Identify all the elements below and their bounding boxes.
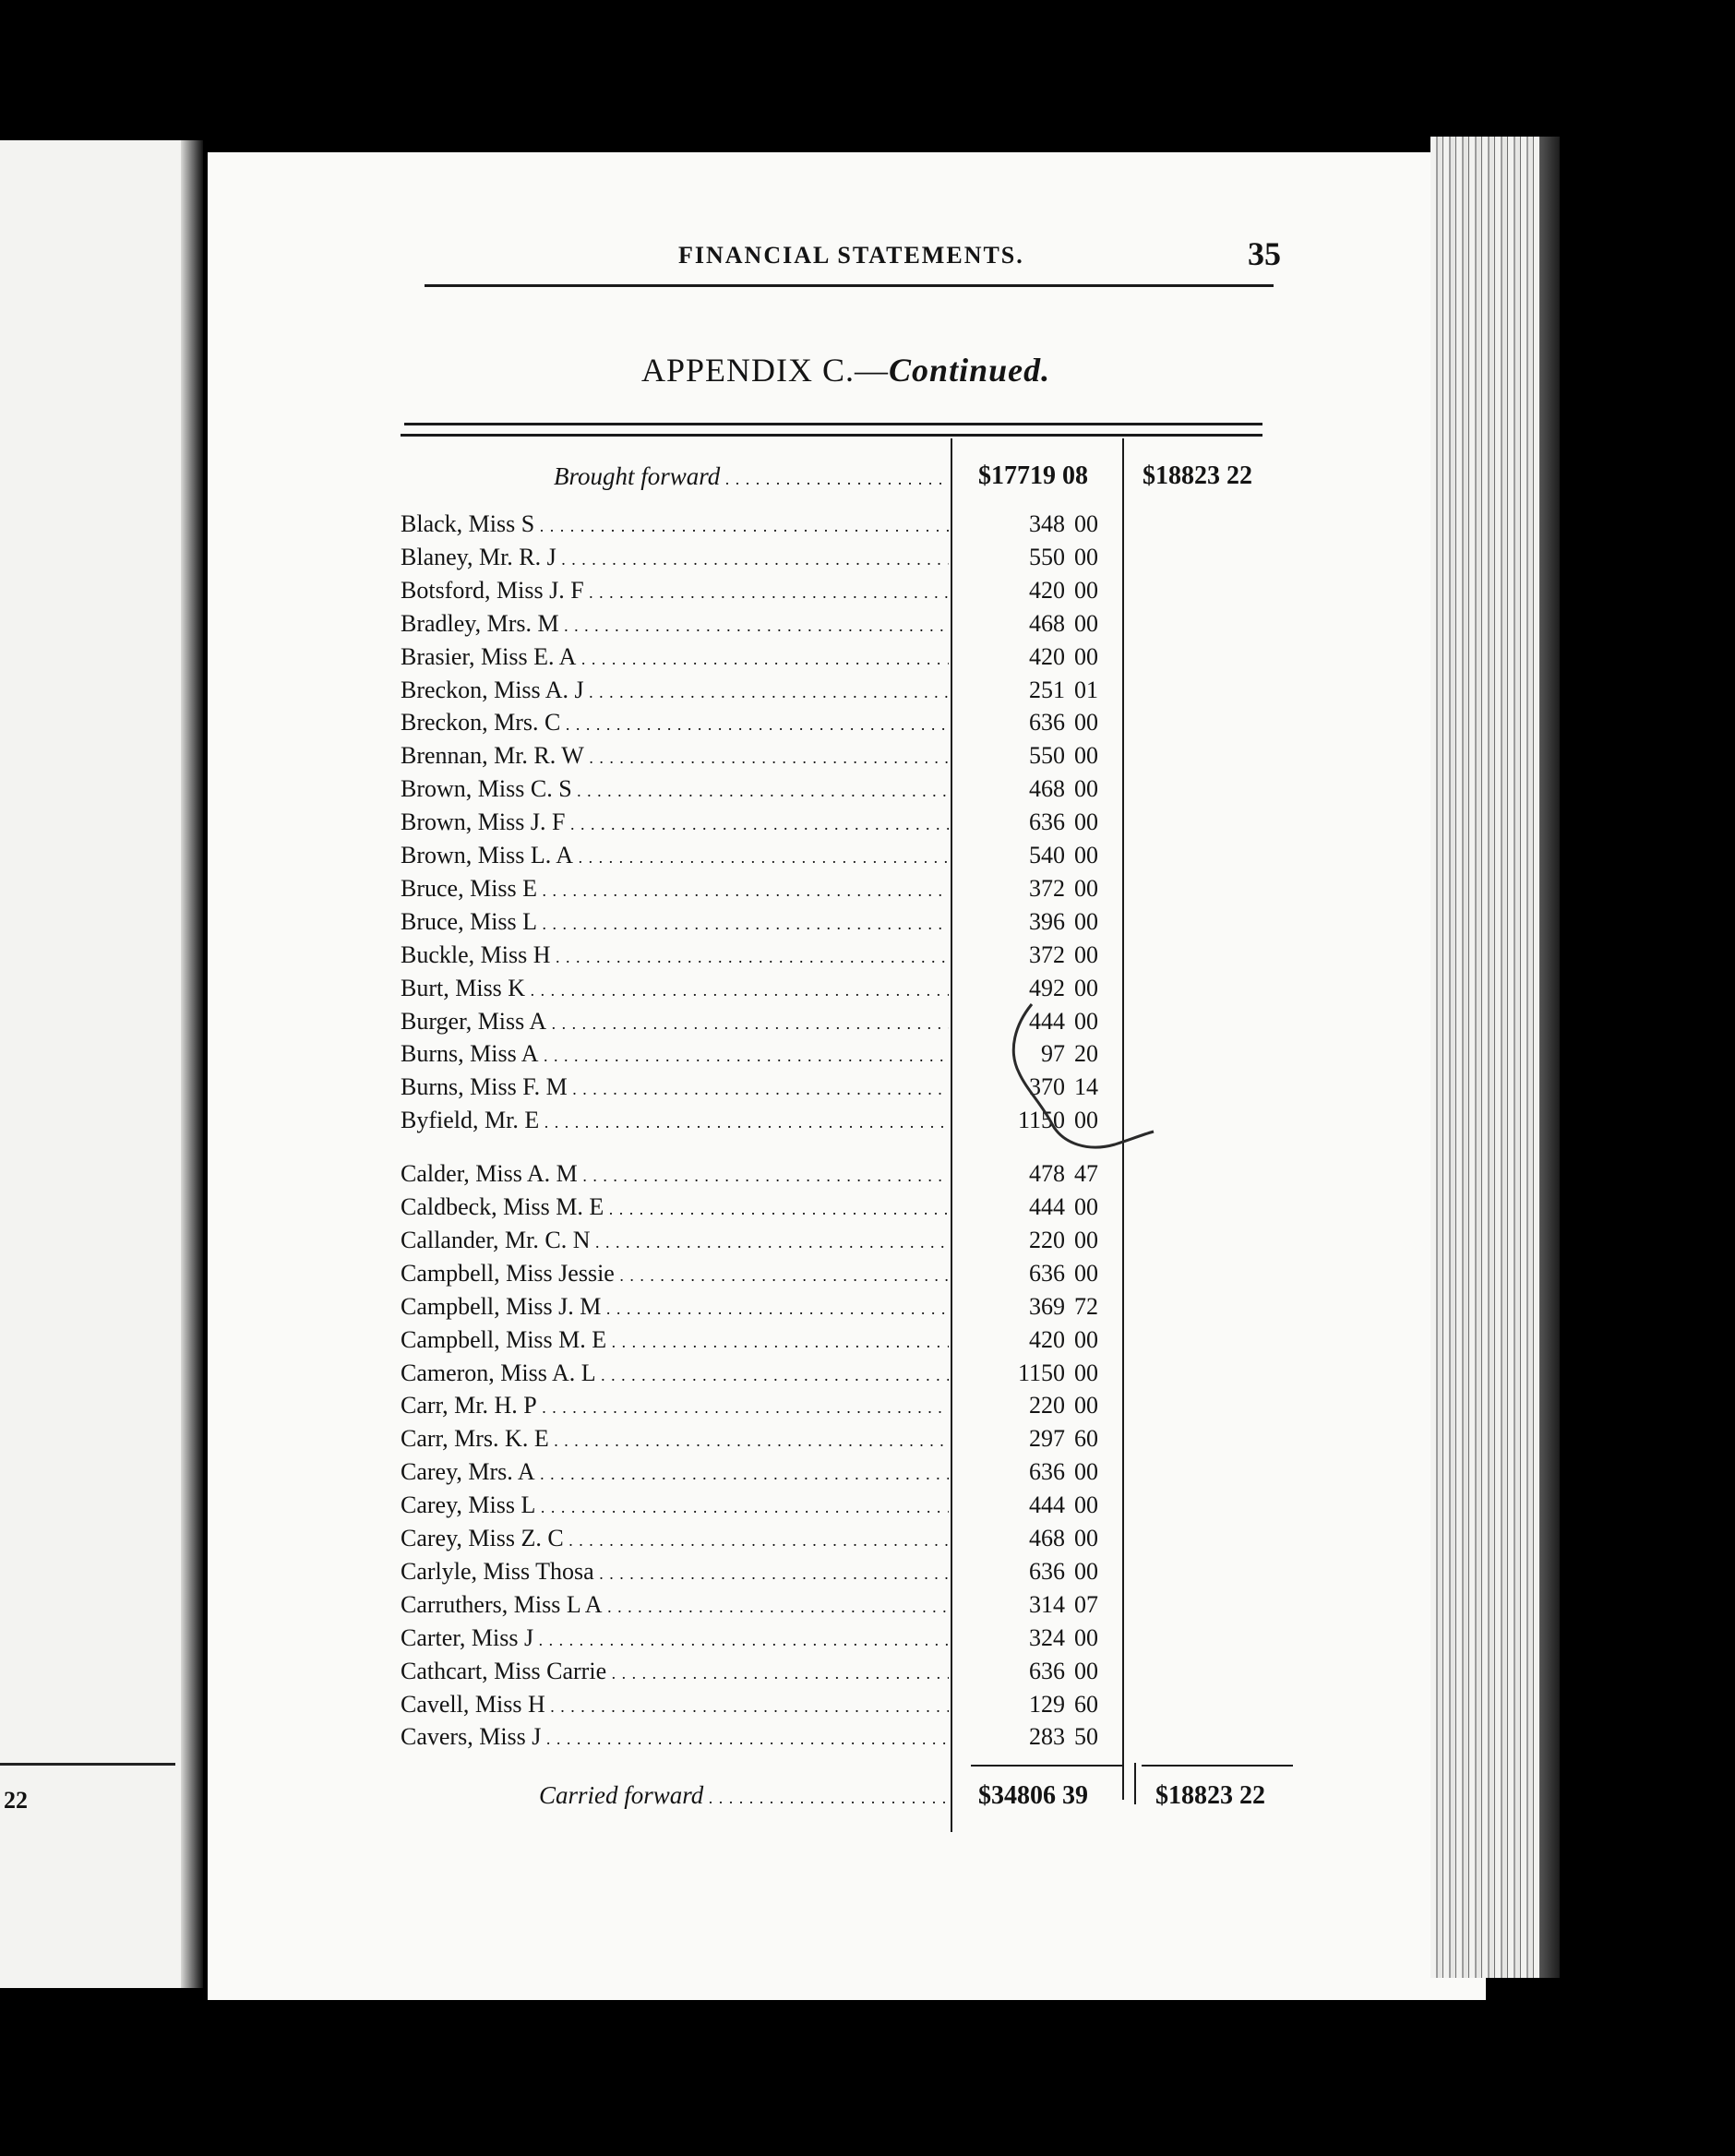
- amount-dollars: 444: [1029, 1007, 1065, 1035]
- ledger-row: [0, 1658, 1735, 1691]
- amount-cents: 00: [1074, 1491, 1098, 1519]
- brought-forward-label: Brought forward . . .: [554, 462, 946, 491]
- amount-dollars: 636: [1029, 1259, 1065, 1287]
- payee-name: Bruce, Miss E . . .: [401, 875, 949, 908]
- ledger-row: [0, 610, 1735, 643]
- ledger-row: [0, 1392, 1735, 1425]
- payee-name: Carey, Miss Z. C . . .: [401, 1525, 949, 1558]
- amount-cents: 00: [1074, 1007, 1098, 1035]
- payee-name: Brasier, Miss E. A . . .: [401, 643, 949, 677]
- carried-forward-label: Carried forward . . .: [539, 1781, 950, 1810]
- amount-cents: 50: [1074, 1723, 1098, 1751]
- amount-dollars: 420: [1029, 642, 1065, 670]
- ledger-row: [0, 975, 1735, 1008]
- amount-dollars: 636: [1029, 1657, 1065, 1684]
- payee-name: Bruce, Miss L . . .: [401, 908, 949, 941]
- ledger-row: [0, 941, 1735, 975]
- handwritten-pencil-mark: [1006, 997, 1172, 1163]
- ledger-row: [0, 1193, 1735, 1227]
- amount-cents: 00: [1074, 1259, 1098, 1287]
- amount-cents: 00: [1074, 907, 1098, 935]
- payee-name: Brown, Miss L. A . . .: [401, 842, 949, 875]
- payee-name: Burt, Miss K . . .: [401, 975, 949, 1008]
- ledger-row: [0, 1326, 1735, 1359]
- amount-cents: 00: [1074, 1226, 1098, 1253]
- ledger-row: [0, 577, 1735, 610]
- payee-name: Carr, Mrs. K. E . . .: [401, 1425, 949, 1458]
- amount-dollars: 372: [1029, 874, 1065, 902]
- ledger-row: [0, 1227, 1735, 1260]
- amount-dollars: 420: [1029, 1325, 1065, 1353]
- amount-cents: 47: [1074, 1160, 1098, 1188]
- payee-name: Calder, Miss A. M . . .: [401, 1160, 949, 1193]
- total-rule-totals: [1142, 1765, 1293, 1767]
- amount-cents: 72: [1074, 1292, 1098, 1320]
- payee-name: Carruthers, Miss L A . . .: [401, 1591, 949, 1624]
- table-top-rule-double: [401, 434, 1262, 437]
- payee-name: Bradley, Mrs. M . . .: [401, 610, 949, 643]
- amount-dollars: 396: [1029, 907, 1065, 935]
- payee-name: Byfield, Mr. E . . .: [401, 1107, 949, 1140]
- amount-cents: 00: [1074, 742, 1098, 770]
- ledger-row: [0, 1624, 1735, 1658]
- amount-dollars: 468: [1029, 775, 1065, 803]
- amount-dollars: 636: [1029, 709, 1065, 737]
- amount-cents: 00: [1074, 510, 1098, 537]
- ledger-row: [0, 1107, 1735, 1140]
- ledger-row: [0, 677, 1735, 710]
- amount-cents: 00: [1074, 808, 1098, 836]
- amount-cents: 00: [1074, 1193, 1098, 1220]
- payee-name: Buckle, Miss H . . .: [401, 941, 949, 975]
- ledger-row: [0, 1591, 1735, 1624]
- amount-cents: 00: [1074, 709, 1098, 737]
- amount-cents: 00: [1074, 642, 1098, 670]
- amount-dollars: 478: [1029, 1160, 1065, 1188]
- payee-name: Burger, Miss A . . .: [401, 1008, 949, 1041]
- amount-dollars: 220: [1029, 1392, 1065, 1419]
- amount-dollars: 283: [1029, 1723, 1065, 1751]
- amount-dollars: 1150: [1017, 1359, 1065, 1386]
- ledger-row: [0, 842, 1735, 875]
- payee-name: Carr, Mr. H. P . . .: [401, 1392, 949, 1425]
- amount-dollars: 468: [1029, 609, 1065, 637]
- amount-cents: 14: [1074, 1073, 1098, 1101]
- amount-cents: 00: [1074, 1458, 1098, 1486]
- amount-cents: 07: [1074, 1590, 1098, 1618]
- carried-forward-total: $18823 22: [1155, 1781, 1265, 1810]
- ledger-row: [0, 1040, 1735, 1073]
- appendix-title-continued: Continued.: [889, 352, 1051, 389]
- amount-dollars: 129: [1029, 1690, 1065, 1718]
- amount-cents: 00: [1074, 775, 1098, 803]
- ledger-row: [0, 544, 1735, 577]
- ledger-row: [0, 1491, 1735, 1525]
- amount-dollars: 636: [1029, 1557, 1065, 1585]
- payee-name: Brown, Miss J. F . . .: [401, 808, 949, 842]
- payee-name: Cathcart, Miss Carrie . . .: [401, 1658, 949, 1691]
- amount-cents: 00: [1074, 1557, 1098, 1585]
- appendix-title-main: APPENDIX C.—: [641, 352, 890, 389]
- payee-name: Carlyle, Miss Thosa . . .: [401, 1558, 949, 1591]
- ledger-row: [0, 1458, 1735, 1491]
- amount-cents: 00: [1074, 1359, 1098, 1386]
- ledger-row: [0, 1073, 1735, 1107]
- payee-name: Burns, Miss A . . .: [401, 1040, 949, 1073]
- amount-cents: 00: [1074, 609, 1098, 637]
- ledger-row: [0, 1359, 1735, 1393]
- amount-dollars: 1150: [1017, 1107, 1065, 1134]
- amount-dollars: 444: [1029, 1193, 1065, 1220]
- payee-name: Campbell, Miss J. M . . .: [401, 1293, 949, 1326]
- ledger-row: [0, 1723, 1735, 1756]
- total-rule-amounts: [971, 1765, 1123, 1767]
- payee-name: Carey, Miss L . . .: [401, 1491, 949, 1525]
- amount-dollars: 97: [1041, 1040, 1065, 1068]
- amount-dollars: 420: [1029, 576, 1065, 604]
- amount-dollars: 324: [1029, 1623, 1065, 1651]
- payee-name: Breckon, Miss A. J . . .: [401, 677, 949, 710]
- amount-dollars: 297: [1029, 1425, 1065, 1453]
- amount-dollars: 636: [1029, 1458, 1065, 1486]
- payee-name: Cavers, Miss J . . .: [401, 1723, 949, 1756]
- payee-name: Black, Miss S . . .: [401, 510, 949, 544]
- previous-page-rule: [0, 1763, 175, 1766]
- ledger-row: [0, 742, 1735, 775]
- brought-forward-total: $18823 22: [1143, 461, 1252, 490]
- ledger-row: [0, 908, 1735, 941]
- amount-dollars: 550: [1029, 742, 1065, 770]
- amount-cents: 00: [1074, 1525, 1098, 1551]
- amount-cents: 00: [1074, 1107, 1098, 1134]
- payee-name: Campbell, Miss M. E . . .: [401, 1326, 949, 1359]
- ledger-row: [0, 775, 1735, 808]
- amount-dollars: 251: [1029, 676, 1065, 703]
- payee-name: Breckon, Mrs. C . . .: [401, 709, 949, 742]
- payee-name: Brown, Miss C. S . . .: [401, 775, 949, 808]
- amount-dollars: 348: [1029, 510, 1065, 537]
- payee-name: Cameron, Miss A. L . . .: [401, 1359, 949, 1393]
- amount-cents: 00: [1074, 974, 1098, 1001]
- amount-dollars: 444: [1029, 1491, 1065, 1519]
- header-rule: [425, 284, 1274, 287]
- amount-cents: 00: [1074, 842, 1098, 868]
- amount-cents: 00: [1074, 576, 1098, 604]
- amount-dollars: 492: [1029, 974, 1065, 1001]
- amount-cents: 00: [1074, 1657, 1098, 1684]
- ledger-row: [0, 1160, 1735, 1193]
- page-number: 35: [1248, 235, 1281, 272]
- payee-name: Caldbeck, Miss M. E . . .: [401, 1193, 949, 1227]
- carried-forward-amount: $34806 39: [978, 1781, 1088, 1810]
- table-top-rule: [404, 423, 1262, 425]
- amount-dollars: 220: [1029, 1226, 1065, 1253]
- payee-name: Callander, Mr. C. N . . .: [401, 1227, 949, 1260]
- payee-name: Carter, Miss J . . .: [401, 1624, 949, 1658]
- amount-dollars: 550: [1029, 543, 1065, 570]
- amount-dollars: 540: [1029, 842, 1065, 868]
- amount-cents: 00: [1074, 1623, 1098, 1651]
- amount-dollars: 636: [1029, 808, 1065, 836]
- previous-page-number: 22: [4, 1787, 28, 1814]
- ledger-row: [0, 1008, 1735, 1041]
- ledger-row: [0, 709, 1735, 742]
- ledger-row: [0, 1293, 1735, 1326]
- column-divider-totals: [1134, 1763, 1136, 1804]
- ledger-row: [0, 875, 1735, 908]
- amount-dollars: 369: [1029, 1292, 1065, 1320]
- amount-cents: 60: [1074, 1425, 1098, 1453]
- brought-forward-amount: $17719 08: [978, 461, 1088, 490]
- amount-dollars: 372: [1029, 940, 1065, 968]
- payee-name: Brennan, Mr. R. W . . .: [401, 742, 949, 775]
- ledger-row: [0, 1558, 1735, 1591]
- amount-cents: 00: [1074, 1392, 1098, 1419]
- amount-cents: 00: [1074, 1325, 1098, 1353]
- payee-name: Carey, Mrs. A . . .: [401, 1458, 949, 1491]
- appendix-title: [641, 351, 1050, 389]
- amount-cents: 00: [1074, 940, 1098, 968]
- amount-dollars: 370: [1029, 1073, 1065, 1101]
- payee-name: Blaney, Mr. R. J . . .: [401, 544, 949, 577]
- payee-name: Burns, Miss F. M . . .: [401, 1073, 949, 1107]
- ledger-row: [0, 1425, 1735, 1458]
- amount-cents: 01: [1074, 676, 1098, 703]
- ledger-row: [0, 643, 1735, 677]
- payee-name: Cavell, Miss H . . .: [401, 1691, 949, 1724]
- running-head: FINANCIAL STATEMENTS.: [678, 242, 1024, 269]
- ledger-row: [0, 1260, 1735, 1293]
- ledger-row: [0, 510, 1735, 544]
- ledger-row: [0, 808, 1735, 842]
- payee-name: Botsford, Miss J. F . . .: [401, 577, 949, 610]
- ledger-row: [0, 1691, 1735, 1724]
- payee-name: Campbell, Miss Jessie . . .: [401, 1260, 949, 1293]
- amount-cents: 00: [1074, 543, 1098, 570]
- amount-cents: 20: [1074, 1040, 1098, 1068]
- ledger-row: [0, 1525, 1735, 1558]
- amount-cents: 00: [1074, 874, 1098, 902]
- amount-cents: 60: [1074, 1690, 1098, 1718]
- amount-dollars: 468: [1029, 1525, 1065, 1551]
- amount-dollars: 314: [1029, 1590, 1065, 1618]
